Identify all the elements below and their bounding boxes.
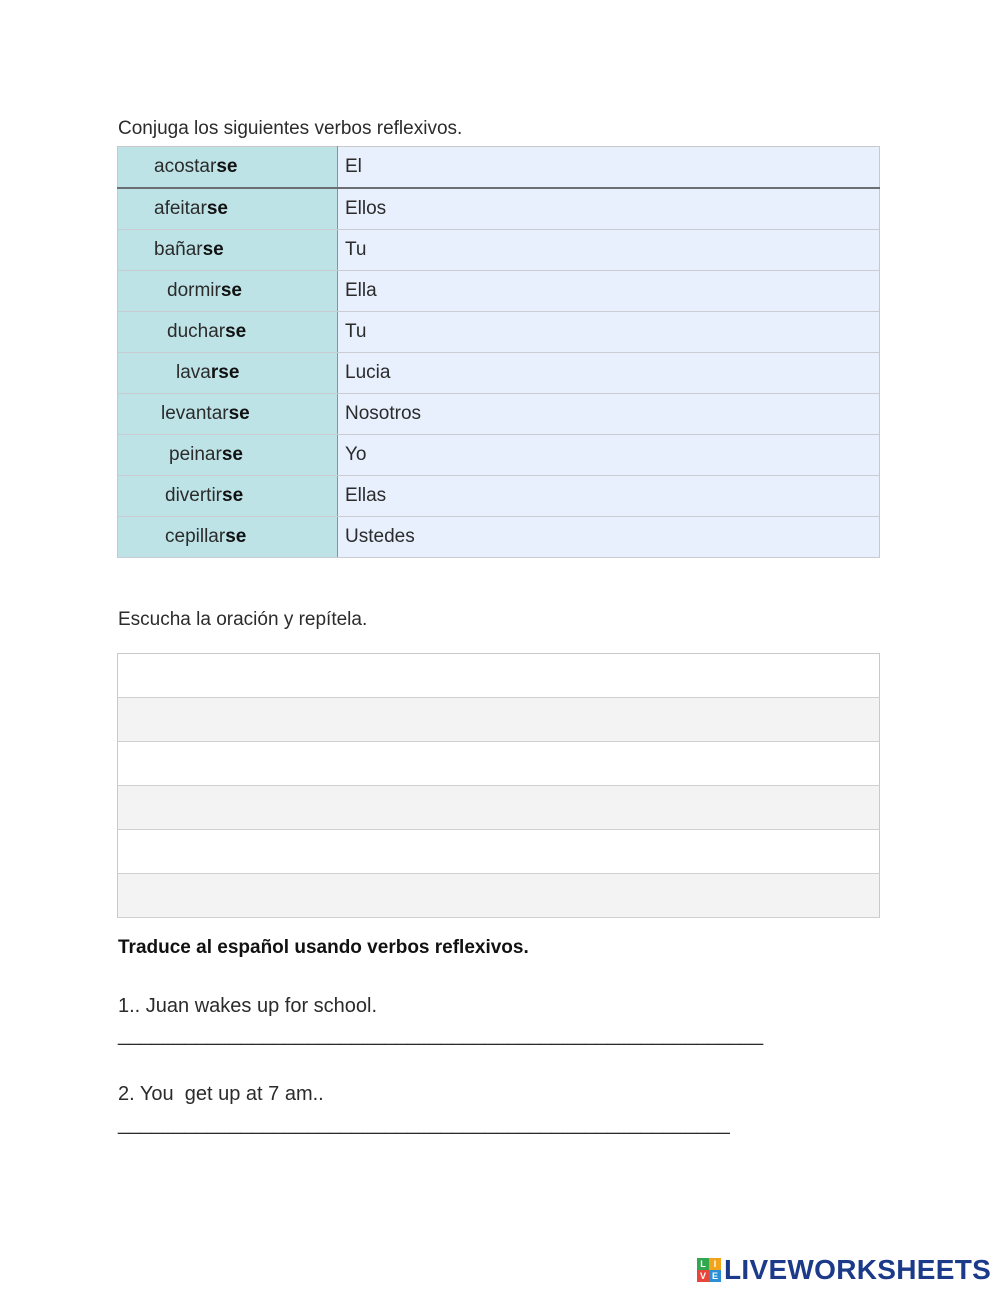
- verb-suffix: se: [221, 444, 243, 465]
- answer-cell[interactable]: [118, 786, 880, 830]
- subject-cell[interactable]: Lucia: [338, 353, 880, 394]
- table-row: [118, 188, 880, 230]
- answer-cell[interactable]: [118, 654, 880, 698]
- verb-suffix: se: [202, 239, 224, 260]
- listening-table: [117, 653, 880, 918]
- translate-instruction: Traduce al español usando verbos reflexivos.: [118, 937, 529, 958]
- verb-cell: [118, 476, 338, 517]
- subject-cell[interactable]: Tu: [338, 230, 880, 271]
- table-row: [118, 230, 880, 271]
- table-row: [118, 435, 880, 476]
- table-row: [118, 786, 880, 830]
- table-row: [118, 312, 880, 353]
- verb-suffix: se: [225, 526, 247, 547]
- verb-cell: [118, 147, 338, 189]
- verb-stem: afeitar: [154, 198, 207, 219]
- subject-cell[interactable]: Ellos: [338, 188, 880, 230]
- subject-cell[interactable]: Tu: [338, 312, 880, 353]
- answer-line-1[interactable]: __________________________________________________________: [118, 1024, 764, 1046]
- table-row: [118, 830, 880, 874]
- verb-stem: cepillar: [165, 526, 226, 547]
- verb-stem: peinar: [169, 444, 222, 465]
- logo-text: LIVEWORKSHEETS: [724, 1254, 992, 1285]
- answer-cell[interactable]: [118, 874, 880, 918]
- subject-cell[interactable]: Nosotros: [338, 394, 880, 435]
- verb-suffix: se: [228, 403, 250, 424]
- table-row: [118, 698, 880, 742]
- subject-cell[interactable]: Ustedes: [338, 517, 880, 558]
- table-row: [118, 271, 880, 312]
- subject-cell[interactable]: Yo: [338, 435, 880, 476]
- answer-cell[interactable]: [118, 698, 880, 742]
- verb-stem: dormir: [167, 280, 221, 301]
- verb-stem: divertir: [165, 485, 223, 506]
- logo-mark-letter: E: [709, 1270, 721, 1282]
- subject-cell[interactable]: El: [338, 147, 880, 189]
- table-row: [118, 874, 880, 918]
- verb-cell: [118, 312, 338, 353]
- subject-cell[interactable]: Ella: [338, 271, 880, 312]
- question-2: 2. You get up at 7 am..: [118, 1083, 324, 1105]
- verb-cell: [118, 435, 338, 476]
- verb-cell: [118, 353, 338, 394]
- answer-cell[interactable]: [118, 830, 880, 874]
- table-row: [118, 394, 880, 435]
- verb-stem: levantar: [161, 403, 229, 424]
- table-row: [118, 517, 880, 558]
- conjugation-table: [117, 146, 880, 558]
- verb-stem: acostar: [154, 156, 217, 177]
- verb-suffix: rse: [210, 362, 240, 383]
- conjugate-instruction: Conjuga los siguientes verbos reflexivos.: [118, 118, 463, 139]
- verb-suffix: se: [220, 280, 242, 301]
- table-row: [118, 742, 880, 786]
- logo-mark-letter: I: [709, 1258, 721, 1270]
- question-1: 1.. Juan wakes up for school.: [118, 995, 378, 1017]
- answer-line-2[interactable]: _______________________________________________________: [118, 1113, 730, 1135]
- verb-cell: [118, 230, 338, 271]
- table-row: [118, 353, 880, 394]
- verb-stem: lava: [176, 362, 211, 383]
- verb-suffix: se: [206, 198, 228, 219]
- verb-cell: [118, 188, 338, 230]
- logo-mark-icon: [697, 1258, 721, 1282]
- table-row: [118, 654, 880, 698]
- logo-mark-letter: V: [697, 1270, 709, 1282]
- verb-suffix: se: [225, 321, 247, 342]
- verb-suffix: se: [216, 156, 238, 177]
- table-row: [118, 147, 880, 189]
- verb-stem: duchar: [167, 321, 226, 342]
- verb-cell: [118, 271, 338, 312]
- verb-stem: bañar: [154, 239, 203, 260]
- subject-cell[interactable]: Ellas: [338, 476, 880, 517]
- verb-suffix: se: [222, 485, 244, 506]
- liveworksheets-logo: [697, 1255, 991, 1285]
- listen-instruction: Escucha la oración y repítela.: [118, 609, 368, 630]
- verb-cell: [118, 394, 338, 435]
- table-row: [118, 476, 880, 517]
- answer-cell[interactable]: [118, 742, 880, 786]
- logo-mark-letter: L: [697, 1258, 709, 1270]
- verb-cell: [118, 517, 338, 558]
